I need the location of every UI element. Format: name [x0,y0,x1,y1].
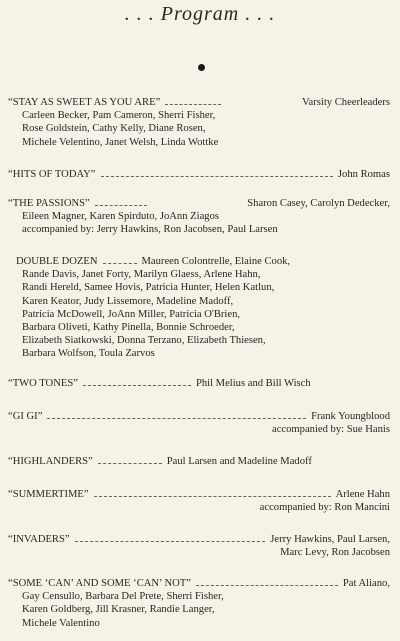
entry-performer: John Romas [337,169,390,180]
entry-member-line: Eileen Magner, Karen Spirduto, JoAnn Ziagos [22,211,219,223]
bullet-ornament [198,64,205,71]
entry-title: “HIGHLANDERS” [8,456,93,467]
dotted-leader [101,176,333,177]
entry-member-line: Barbara Oliveti, Kathy Pinella, Bonnie Schroeder, [22,322,235,334]
entry-title: “THE PASSIONS” [8,198,90,209]
entry-member-line: Michele Valentino [22,617,100,629]
program-entry [16,255,390,361]
entry-accompaniment: Marc Levy, Ron Jacobsen [280,547,390,559]
entry-performer: Varsity Cheerleaders [302,97,390,108]
program-heading: . . . Program . . . [124,3,276,25]
dotted-leader [98,463,162,464]
entry-title: “TWO TONES” [8,378,78,389]
entry-performer: Maureen Colontrelle, Elaine Cook, [141,256,291,267]
entry-member-line: Elizabeth Siatkowski, Donna Terzano, Elizabeth Thiesen, [22,335,266,347]
entry-accompaniment: accompanied by: Ron Mancini [259,502,390,514]
dotted-leader [75,541,266,542]
dotted-leader [83,385,191,386]
program-entry [8,488,390,514]
entry-performer: Jerry Hawkins, Paul Larsen, [270,534,390,545]
entry-title: “GI GI” [8,411,43,422]
program-entry [8,197,390,237]
entry-member-line: Karen Keator, Judy Lissemore, Madeline Madoff, [22,295,234,307]
entry-performer: Sharon Casey, Carolyn Dedecker, [247,198,390,209]
entry-title: “INVADERS” [8,534,70,545]
entry-member-line: Rose Goldstein, Cathy Kelly, Diane Rosen, [22,123,206,135]
entry-member-line: Carleen Becker, Pam Cameron, Sherri Fisher, [22,110,216,122]
entry-member-line: Karen Goldberg, Jill Krasner, Randie Langer, [22,604,215,616]
program-entry [8,377,390,390]
entry-member-line: Rande Davis, Janet Forty, Marilyn Glaess, Arlene Hahn, [22,269,261,281]
entry-member-line: Patricia McDowell, JoAnn Miller, Patricia O'Brien, [22,308,241,320]
entry-performer: Frank Youngblood [311,411,390,422]
dotted-leader [94,496,331,497]
program-entry [8,168,390,181]
entry-member-line: Michele Velentino, Janet Welsh, Linda Wottke [22,136,219,148]
dotted-leader [196,585,338,586]
program-entry [8,533,390,559]
dotted-leader [95,205,147,206]
entry-performer: Phil Melius and Bill Wisch [195,378,311,389]
entry-performer: Paul Larsen and Madeline Madoff [166,456,312,467]
program-entry [8,410,390,436]
entry-accompaniment: accompanied by: Jerry Hawkins, Ron Jacobsen, Paul Larsen [22,224,278,236]
entry-performer: Arlene Hahn [335,489,390,500]
program-entry [8,96,390,149]
entry-title: “STAY AS SWEET AS YOU ARE” [8,97,161,108]
entry-member-line: Barbara Wolfson, Toula Zarvos [22,348,155,360]
entry-title: “SOME ‘CAN’ AND SOME ‘CAN’ NOT” [8,578,191,589]
entry-member-line: Gay Censullo, Barbara Del Prete, Sherri Fisher, [22,591,224,603]
entry-performer: Pat Aliano, [342,578,390,589]
dotted-leader [103,263,137,264]
entry-title: DOUBLE DOZEN [16,256,98,267]
dotted-leader [47,418,306,419]
entry-title: “SUMMERTIME” [8,489,89,500]
entry-member-line: Randi Hereld, Samee Hovis, Patricia Hunter, Helen Katlun, [22,282,275,294]
entry-accompaniment: accompanied by: Sue Hanis [272,424,390,436]
program-entry [8,455,390,468]
entry-title: “HITS OF TODAY” [8,169,96,180]
dotted-leader [165,104,221,105]
program-entry [8,577,390,630]
